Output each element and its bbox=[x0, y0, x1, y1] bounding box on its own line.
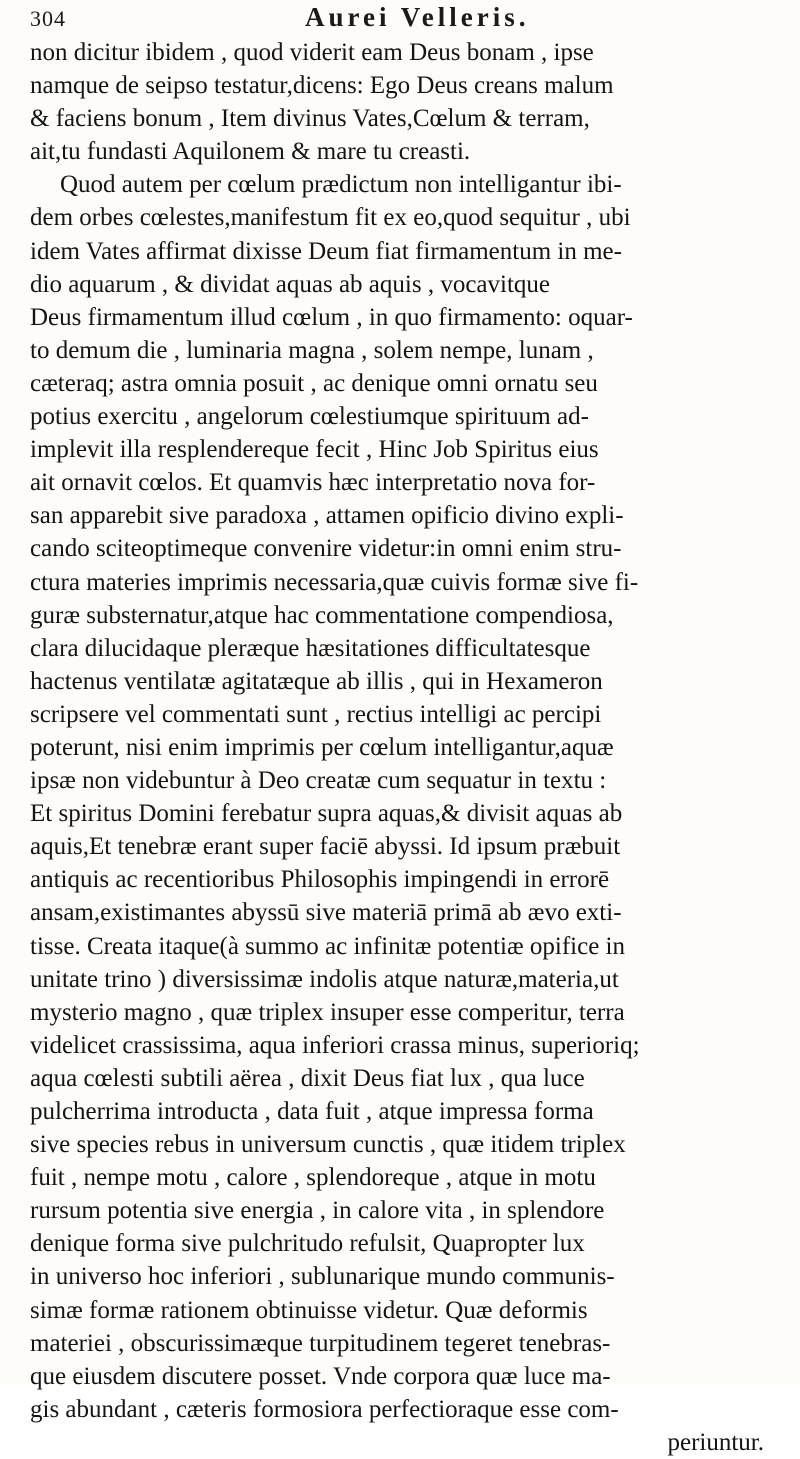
text-line: pulcherrima introducta , data fuit , atque impressa forma bbox=[30, 1098, 594, 1125]
text-line: simæ formæ rationem obtinuisse videtur. Quæ deformis bbox=[30, 1296, 588, 1324]
body-text bbox=[30, 36, 792, 1459]
text-line: periuntur. bbox=[667, 1428, 764, 1456]
text-line: aqua cœlesti subtili aërea , dixit Deus fiat lux , qua luce bbox=[30, 1064, 585, 1092]
text-line: fuit , nempe motu , calore , splendoreque , atque in motu bbox=[30, 1164, 596, 1192]
text-line: Quod autem per cœlum prædictum non intelligantur ibi- bbox=[60, 171, 622, 199]
text-line: idem Vates affirmat dixisse Deum fiat firmamentum in me- bbox=[30, 237, 622, 265]
text-line: ansam,existimantes abyssū sive materiā primā ab ævo exti- bbox=[30, 899, 622, 927]
text-line: san apparebit sive paradoxa , attamen opificio divino expli- bbox=[30, 502, 624, 530]
text-line: que eiusdem discutere posset. Vnde corpora quæ luce ma- bbox=[30, 1362, 611, 1390]
text-line: ipsæ non videbuntur à Deo creatæ cum sequatur in textu : bbox=[30, 767, 607, 795]
text-line: antiquis ac recentioribus Philosophis impingendi in errorē bbox=[30, 866, 610, 894]
text-line: to demum die , luminaria magna , solem nempe, lunam , bbox=[30, 336, 594, 364]
text-line: denique forma sive pulchritudo refulsit, Quapropter lux bbox=[30, 1230, 585, 1258]
text-line: ctura materies imprimis necessaria,quæ cuivis formæ sive fi- bbox=[30, 568, 639, 596]
text-line: materiei , obscurissimæque turpitudinem tegeret tenebras- bbox=[30, 1329, 611, 1357]
page-number: 304 bbox=[30, 6, 66, 31]
text-line: videlicet crassissima, aqua inferiori crassa minus, superioriq; bbox=[30, 1031, 640, 1059]
text-line: hactenus ventilatæ agitatæque ab illis , qui in Hexameron bbox=[30, 667, 603, 695]
text-line: gis abundant , cæteris formosiora perfectioraque esse com- bbox=[30, 1395, 619, 1423]
text-line: in universo hoc inferiori , sublunarique mundo communis- bbox=[30, 1263, 615, 1291]
text-line: unitate trino ) diversissimæ indolis atque naturæ,materia,ut bbox=[30, 965, 619, 993]
text-line: Et spiritus Domini ferebatur supra aquas,& divisit aquas ab bbox=[30, 800, 623, 828]
text-line: potius exercitu , angelorum cœlestiumque spirituum ad- bbox=[30, 403, 589, 431]
text-line: poterunt, nisi enim imprimis per cœlum intelligantur,aquæ bbox=[30, 733, 614, 761]
text-line: namque de seipso testatur,dicens: Ego Deus creans malum bbox=[30, 72, 614, 100]
text-line: dem orbes cœlestes,manifestum fit ex eo,quod sequitur , ubi bbox=[30, 204, 631, 232]
text-line: implevit illa resplendereque fecit , Hinc Job Spiritus eius bbox=[30, 436, 599, 464]
text-line: non dicitur ibidem , quod viderit eam Deus bonam , ipse bbox=[30, 39, 594, 66]
text-line: ait,tu fundasti Aquilonem & mare tu creasti. bbox=[30, 138, 471, 166]
text-line: & faciens bonum , Item divinus Vates,Cœlum & terram, bbox=[30, 105, 590, 133]
text-line: mysterio magno , quæ triplex insuper esse comperitur, terra bbox=[30, 998, 625, 1026]
text-line: guræ substernatur,atque hac commentatione compendiosa, bbox=[30, 601, 614, 629]
page-header bbox=[30, 2, 630, 32]
text-line: rursum potentia sive energia , in calore vita , in splendore bbox=[30, 1197, 605, 1225]
text-line: cæteraq; astra omnia posuit , ac denique omni ornatu seu bbox=[30, 369, 598, 397]
text-line: sive species rebus in universum cunctis , quæ itidem triplex bbox=[30, 1131, 626, 1159]
text-line: scripsere vel commentati sunt , rectius intelligi ac percipi bbox=[30, 700, 602, 728]
text-line: Deus firmamentum illud cœlum , in quo firmamento: oquar- bbox=[30, 303, 633, 331]
text-line: dio aquarum , & dividat aquas ab aquis , vocavitque bbox=[30, 270, 551, 298]
text-line: cando sciteoptimeque convenire videtur:in omni enim stru- bbox=[30, 535, 622, 563]
running-head: Aurei Velleris. bbox=[305, 2, 530, 32]
text-line: ait ornavit cœlos. Et quamvis hæc interpretatio nova for- bbox=[30, 469, 596, 497]
text-line: aquis,Et tenebræ erant super faciē abyssi. Id ipsum præbuit bbox=[30, 833, 621, 861]
text-line: clara dilucidaque pleræque hæsitationes difficultatesque bbox=[30, 634, 591, 662]
text-line: tisse. Creata itaque(à summo ac infinitæ potentiæ opifice in bbox=[30, 932, 625, 960]
